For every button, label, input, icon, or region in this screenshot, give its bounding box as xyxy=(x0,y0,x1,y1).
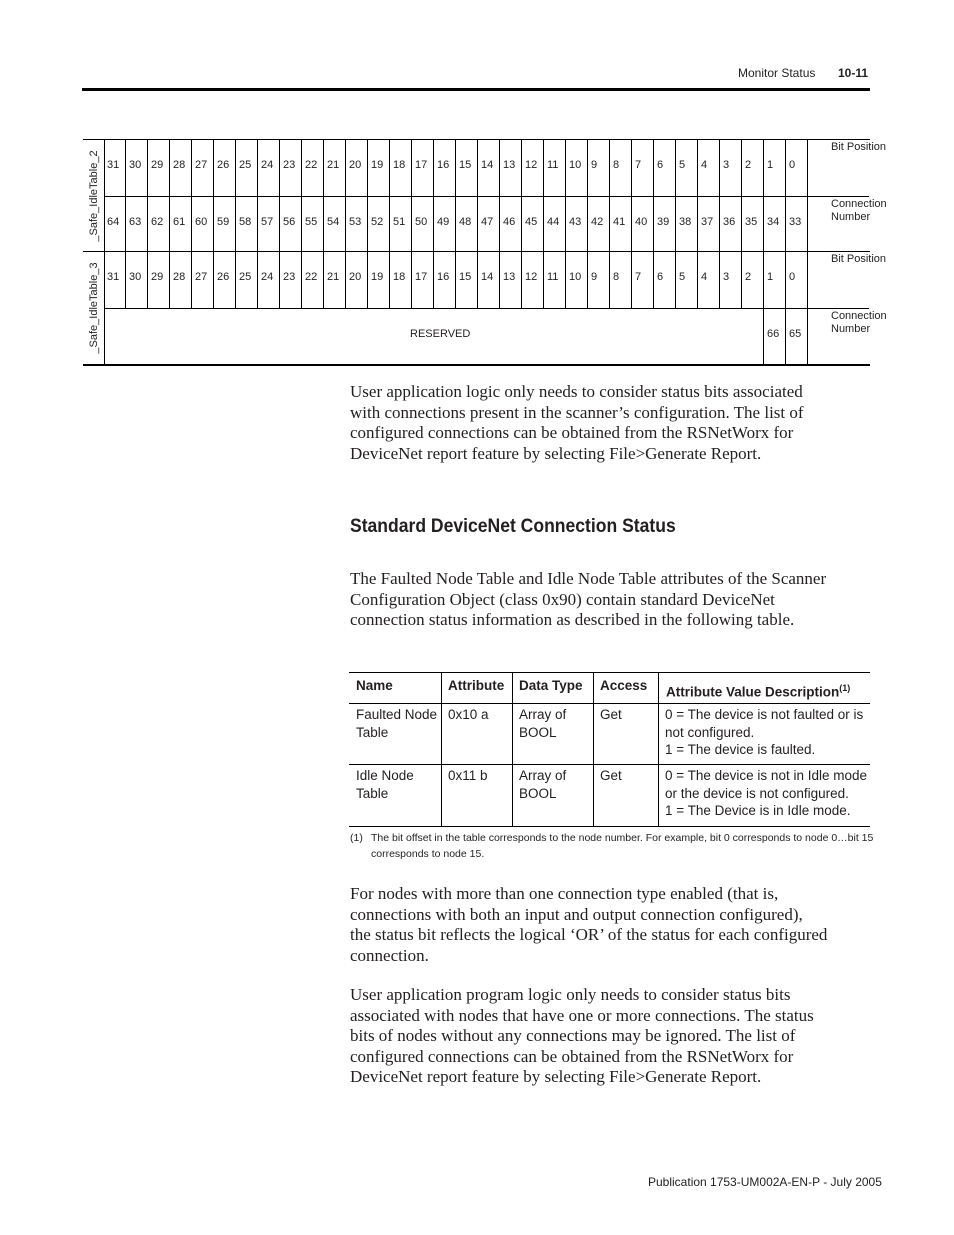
bit-cell: 31 xyxy=(104,140,126,196)
footnote-mark: (1) xyxy=(350,832,363,844)
bit-cell: 60 xyxy=(192,197,214,253)
connection-number-row xyxy=(104,308,887,365)
bit-cell: 39 xyxy=(654,197,676,253)
connection-number-caption: Connection Number xyxy=(831,310,887,335)
bit-cell: 10 xyxy=(566,252,588,308)
column-header-attribute: Attribute xyxy=(448,678,505,693)
reserved-label: RESERVED xyxy=(410,328,471,340)
bit-cell: 63 xyxy=(126,197,148,253)
column-header-access: Access xyxy=(600,678,648,693)
bit-cell: 49 xyxy=(434,197,456,253)
table-row-idle-access: Get xyxy=(600,768,622,783)
bit-cell: 25 xyxy=(236,252,258,308)
bit-cell: 7 xyxy=(632,252,654,308)
bit-cell: 44 xyxy=(544,197,566,253)
bit-cell: 23 xyxy=(280,140,302,196)
bit-cell: 11 xyxy=(544,140,566,196)
bit-cell: 6 xyxy=(654,252,676,308)
bit-cell: 33 xyxy=(786,197,808,253)
bit-cell: 66 xyxy=(764,309,786,365)
bit-cell: 15 xyxy=(456,140,478,196)
bit-cell: 2 xyxy=(742,140,764,196)
bit-cell: 0 xyxy=(786,252,808,308)
bitmap-table-idle-2 xyxy=(83,139,887,252)
bit-cell: 6 xyxy=(654,140,676,196)
bit-cell: 62 xyxy=(148,197,170,253)
bit-position-row xyxy=(104,140,887,196)
bit-position-caption: Bit Position xyxy=(831,253,887,265)
bit-cell: 1 xyxy=(764,252,786,308)
bit-cell: 59 xyxy=(214,197,236,253)
footnote-text: The bit offset in the table corresponds to the node number. For example, bit 0 corresponds to node 0…bit 15 corresponds to node 15. xyxy=(371,832,874,860)
bit-cell: 22 xyxy=(302,140,324,196)
bit-cell: 30 xyxy=(126,252,148,308)
connection-number-caption: Connection Number xyxy=(831,198,887,223)
bit-cell: 26 xyxy=(214,140,236,196)
table-row-idle-data-type: Array of BOOL xyxy=(519,768,567,801)
bit-cell: 56 xyxy=(280,197,302,253)
bit-cell: 53 xyxy=(346,197,368,253)
bit-cell: 40 xyxy=(632,197,654,253)
bit-cell: 52 xyxy=(368,197,390,253)
bit-cell: 5 xyxy=(676,140,698,196)
bitmap-table-label: _Safe_IdleTable_3 xyxy=(83,252,105,364)
bit-cell: 29 xyxy=(148,252,170,308)
publication-footer: Publication 1753-UM002A-EN-P - July 2005 xyxy=(648,1175,882,1189)
bit-cell: 55 xyxy=(302,197,324,253)
bit-cell: 26 xyxy=(214,252,236,308)
bit-cell: 30 xyxy=(126,140,148,196)
table-row-idle-description: 0 = The device is not in Idle mode or the device is not configured. 1 = The Device is in Idle mode. xyxy=(665,768,867,818)
bit-cell: 36 xyxy=(720,197,742,253)
table-row-idle-attribute: 0x11 b xyxy=(448,768,488,783)
bit-cell: 54 xyxy=(324,197,346,253)
bit-cell: 1 xyxy=(764,140,786,196)
bit-cell: 27 xyxy=(192,140,214,196)
bit-cell: 9 xyxy=(588,140,610,196)
bit-cell: 57 xyxy=(258,197,280,253)
bit-cell: 27 xyxy=(192,252,214,308)
column-header-data-type: Data Type xyxy=(519,678,583,693)
bit-cell: 21 xyxy=(324,252,346,308)
bit-cell: 8 xyxy=(610,252,632,308)
bit-cell: 18 xyxy=(390,252,412,308)
bit-cell: 10 xyxy=(566,140,588,196)
bit-cell: 8 xyxy=(610,140,632,196)
bit-cell: 16 xyxy=(434,252,456,308)
table-row-faulted-name: Faulted Node Table xyxy=(356,707,438,740)
bitmap-table-label: _Safe_IdleTable_2 xyxy=(83,140,105,252)
section-heading: Standard DeviceNet Connection Status xyxy=(350,515,676,537)
paragraph-status-bits: User application logic only needs to consider status bits associated with connections present in the scanner’s configuration. The list of configured connections can be obtained from the RSNetWorx for DeviceNet report feature by selecting File>Generate Report. xyxy=(350,382,804,463)
bit-cell: 17 xyxy=(412,140,434,196)
bit-cell: 45 xyxy=(522,197,544,253)
bit-cell: 28 xyxy=(170,252,192,308)
bit-cell: 47 xyxy=(478,197,500,253)
bit-cell: 48 xyxy=(456,197,478,253)
bit-cell: 2 xyxy=(742,252,764,308)
bit-cell: 21 xyxy=(324,140,346,196)
bit-cell: 15 xyxy=(456,252,478,308)
bit-cell: 50 xyxy=(412,197,434,253)
bit-cell: 35 xyxy=(742,197,764,253)
bit-cell: 29 xyxy=(148,140,170,196)
bit-cell: 4 xyxy=(698,252,720,308)
table-row-faulted-data-type: Array of BOOL xyxy=(519,707,567,740)
bit-cell: 12 xyxy=(522,252,544,308)
bit-cell: 9 xyxy=(588,252,610,308)
bit-cell: 7 xyxy=(632,140,654,196)
bit-cell: 37 xyxy=(698,197,720,253)
bit-cell: 41 xyxy=(610,197,632,253)
bit-cell: 14 xyxy=(478,252,500,308)
table-row-faulted-access: Get xyxy=(600,707,622,722)
bit-cell: 5 xyxy=(676,252,698,308)
bit-cell: 38 xyxy=(676,197,698,253)
bit-cell: 58 xyxy=(236,197,258,253)
bit-cell: 24 xyxy=(258,140,280,196)
bit-cell: 13 xyxy=(500,140,522,196)
bit-cell: 12 xyxy=(522,140,544,196)
column-header-description: Attribute Value Description$^{(1)}$ xyxy=(666,683,851,700)
bit-cell: 4 xyxy=(698,140,720,196)
bit-cell: 17 xyxy=(412,252,434,308)
bit-cell: 13 xyxy=(500,252,522,308)
bit-cell: 43 xyxy=(566,197,588,253)
bit-cell: 11 xyxy=(544,252,566,308)
bit-cell: 24 xyxy=(258,252,280,308)
bit-cell: 65 xyxy=(786,309,808,365)
bit-cell: 19 xyxy=(368,252,390,308)
bit-cell: 23 xyxy=(280,252,302,308)
bit-cell: 31 xyxy=(104,252,126,308)
footnote-reference: (1) xyxy=(839,683,851,693)
bit-cell: 16 xyxy=(434,140,456,196)
bit-cell: 46 xyxy=(500,197,522,253)
table-row-idle-name: Idle Node Table xyxy=(356,768,414,801)
bit-cell: 20 xyxy=(346,252,368,308)
paragraph-program-logic: User application program logic only needs to consider status bits associated with nodes that have one or more connections. The status bits of nodes without any connections may be ignored. The list of configured connections can be obtained from the RSNetWorx for DeviceNet report feature by selecting File>Generate Report. xyxy=(350,985,814,1086)
bit-cell: 0 xyxy=(786,140,808,196)
attribute-table xyxy=(349,672,870,827)
header-rule xyxy=(82,88,870,91)
bitmap-table-idle-3 xyxy=(83,251,887,366)
bit-cell: 28 xyxy=(170,140,192,196)
bit-cell: 22 xyxy=(302,252,324,308)
bit-cell: 64 xyxy=(104,197,126,253)
bit-position-row xyxy=(104,252,887,308)
bit-cell: 20 xyxy=(346,140,368,196)
table-row-faulted-attribute: 0x10 a xyxy=(448,707,489,722)
bit-cell: 25 xyxy=(236,140,258,196)
bit-cell: 42 xyxy=(588,197,610,253)
bit-cell: 61 xyxy=(170,197,192,253)
bit-cell: 19 xyxy=(368,140,390,196)
paragraph-multiple-connections: For nodes with more than one connection type enabled (that is, connections with both an input and output connection configured), the status bit reflects the logical ‘OR’ of the status for each configured connection. xyxy=(350,884,828,965)
table-row-faulted-description: 0 = The device is not faulted or is not configured. 1 = The device is faulted. xyxy=(665,707,864,757)
bit-cell: 14 xyxy=(478,140,500,196)
column-header-name: Name xyxy=(356,678,393,693)
bit-position-caption: Bit Position xyxy=(831,141,887,153)
header-page-number: 10-11 xyxy=(838,66,869,80)
paragraph-intro: The Faulted Node Table and Idle Node Table attributes of the Scanner Configuration Object (class 0x90) contain standard DeviceNet connection status information as described in the following table. xyxy=(350,569,827,629)
bit-cell: 3 xyxy=(720,140,742,196)
bit-cell: 18 xyxy=(390,140,412,196)
bit-cell: 51 xyxy=(390,197,412,253)
header-section-title: Monitor Status xyxy=(738,66,816,80)
bit-cell: 3 xyxy=(720,252,742,308)
connection-number-row xyxy=(104,196,887,253)
bit-cell: 34 xyxy=(764,197,786,253)
